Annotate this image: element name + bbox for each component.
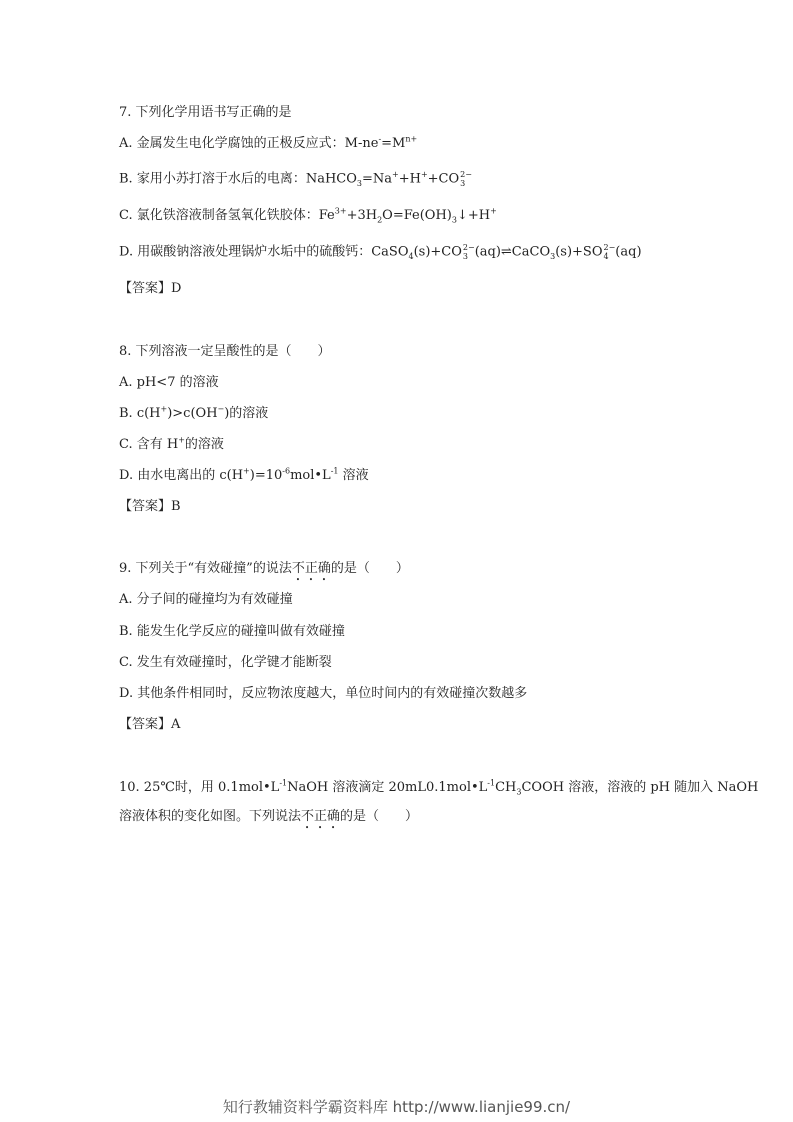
q9-emphasis: 不正确: [291, 561, 331, 576]
q7-option-a: A. 金属发生电化学腐蚀的正极反应式：$M-ne^-=M^{n+}$: [119, 134, 418, 151]
q8-option-d: D. 由水电离出的 $c(H^+)=10^{-6}mol•L^{-1}$ 溶液: [119, 466, 369, 483]
q10-stem-line1: 10. 25℃时，用 $0.1mol•L^{-1}NaOH$ 溶液滴定 $20mL0.1mol•L^{-1}CH_3COOH$ 溶液，溶液的 pH 随加入 NaOH: [119, 778, 759, 797]
q9-option-d: D. 其他条件相同时，反应物浓度越大，单位时间内的有效碰撞次数越多: [119, 686, 528, 701]
q9-option-a: A. 分子间的碰撞均为有效碰撞: [119, 592, 293, 607]
q8-option-c: C. 含有 H+的溶液: [119, 435, 224, 452]
q7-answer: 【答案】D: [119, 281, 182, 296]
q9-answer: 【答案】A: [119, 717, 181, 732]
q7-option-b: B. 家用小苏打溶于水后的电离：NaHCO$_3$=Na++H++CO 2− 3: [119, 170, 472, 189]
footer-watermark: 知行教辅资料学霸资料库 http://www.lianjie99.cn/: [222, 1098, 571, 1116]
q10-emphasis: 不正确: [301, 809, 341, 824]
q9-stem: 9. 下列关于“有效碰撞”的说法不正确的是（ ）: [119, 561, 409, 576]
q9-option-b: B. 能发生化学反应的碰撞叫做有效碰撞: [119, 624, 345, 639]
q8-option-b: B. c(H+)>c(OH−)的溶液: [119, 404, 269, 421]
q7-stem: 7. 下列化学用语书写正确的是: [119, 105, 292, 120]
q8-stem: 8. 下列溶液一定呈酸性的是（ ）: [119, 344, 331, 359]
q9-option-c: C. 发生有效碰撞时，化学键才能断裂: [119, 655, 332, 670]
q10-stem-line2: 溶液体积的变化如图。下列说法不正确的是（ ）: [119, 809, 419, 824]
q8-answer: 【答案】B: [119, 499, 181, 514]
q7-option-d: D. 用碳酸钠溶液处理锅炉水垢中的硫酸钙：CaSO$_4$(s)+CO 2− 3 (aq)⇌CaCO$_3$(s)+SO 2− 4 (aq): [119, 243, 642, 262]
q7-option-c: C. 氯化铁溶液制备氢氧化铁胶体：$Fe^{3+}+3H_2O=Fe(OH)_3↓+H^+$: [119, 206, 497, 225]
q8-option-a: A. pH<7 的溶液: [119, 375, 219, 390]
